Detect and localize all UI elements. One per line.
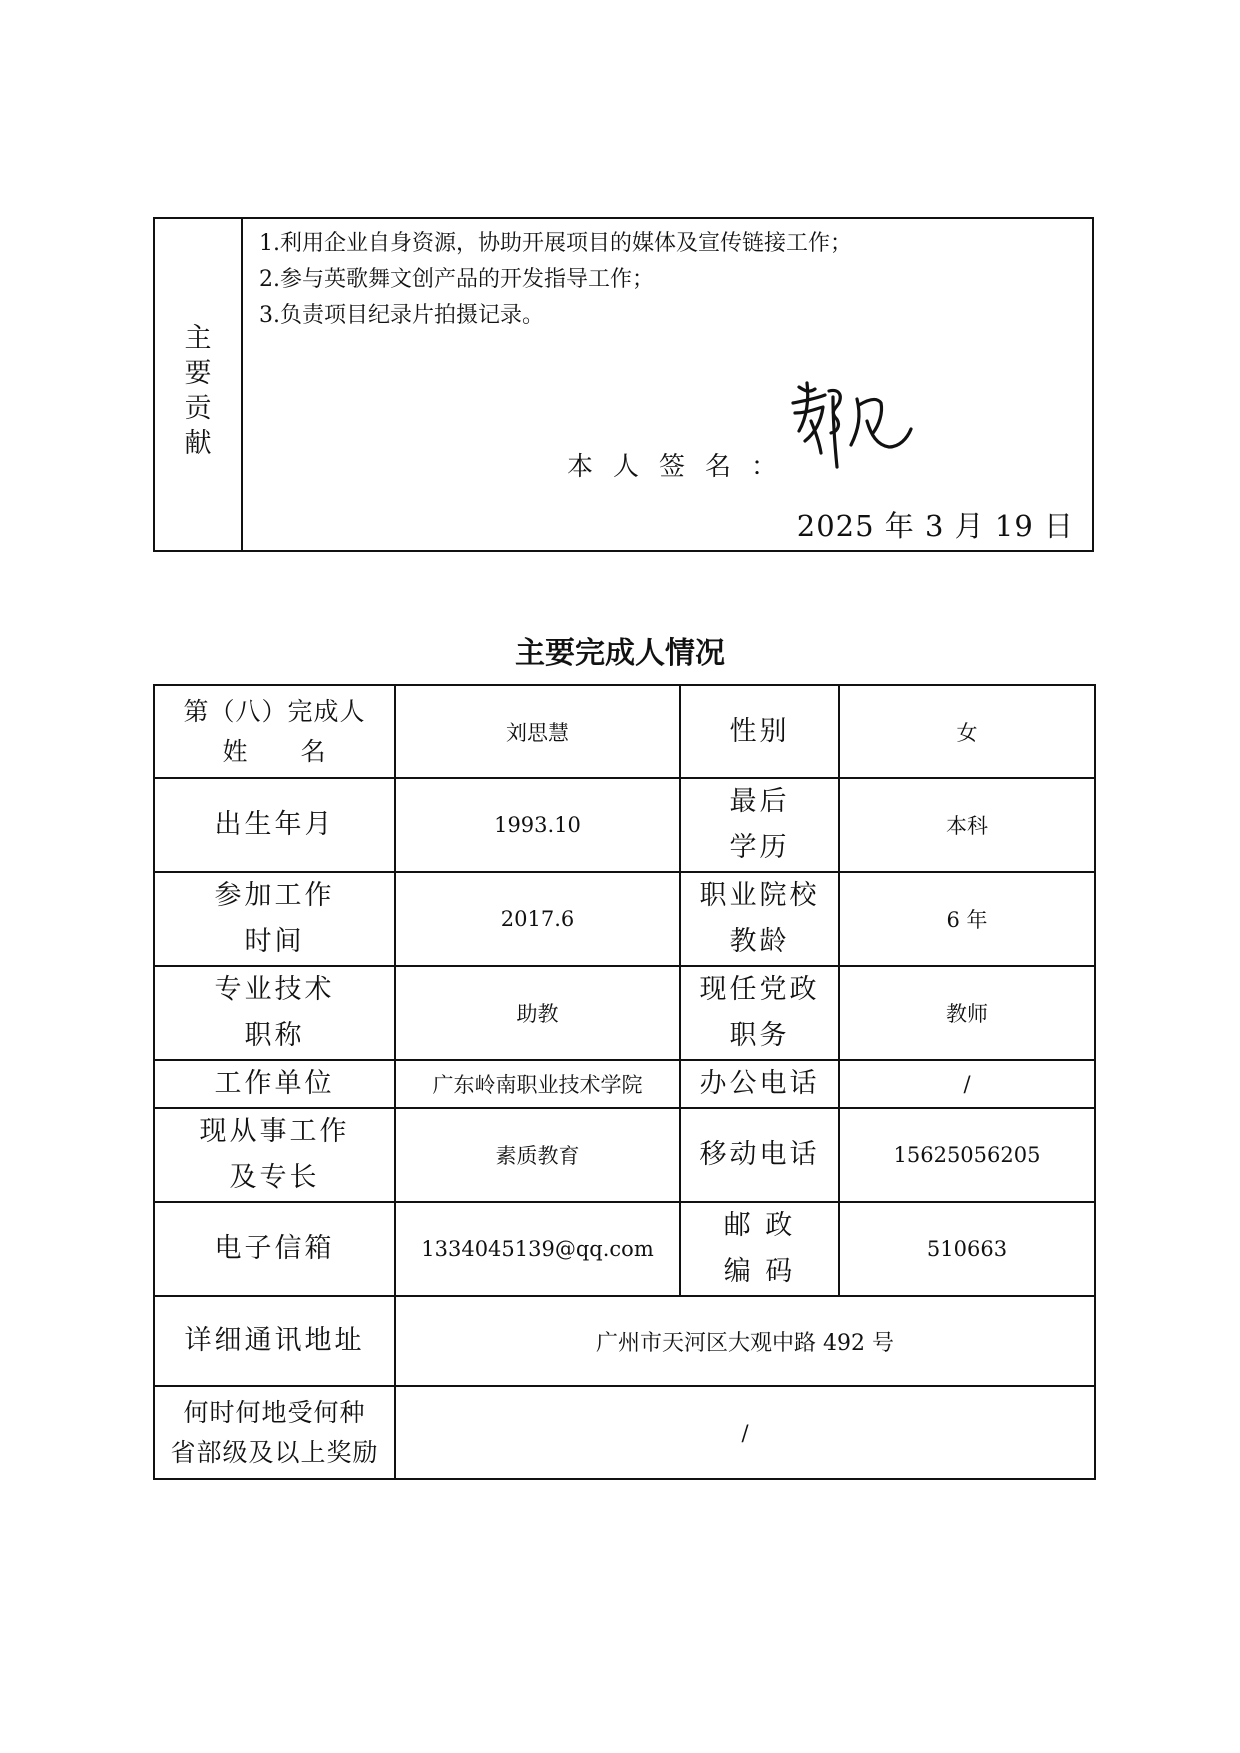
gender-value: 女: [839, 685, 1095, 778]
contribution-label: [155, 219, 243, 550]
name-value: 刘思慧: [395, 685, 680, 778]
table-row: [154, 872, 1095, 966]
gender-label: 性别: [680, 685, 839, 778]
mobile-label: 移动电话: [680, 1108, 839, 1202]
pro-title-label-line2: 职称: [244, 1020, 305, 1051]
contribution-list: [259, 226, 852, 334]
position-label: [680, 966, 839, 1060]
education-label-line1: 最后: [729, 786, 790, 817]
table-row: [154, 1202, 1095, 1296]
signature-label: 本人签名：: [567, 452, 798, 482]
postcode-label-line1: 邮 政: [723, 1210, 796, 1241]
teaching-years-value: 6 年: [839, 872, 1095, 966]
position-value: 教师: [839, 966, 1095, 1060]
position-label-line1: 现任党政: [699, 974, 820, 1005]
work-start-label-line1: 参加工作: [214, 880, 335, 911]
work-start-label: [154, 872, 395, 966]
awards-label-line2: 省部级及以上奖励: [170, 1437, 379, 1467]
teaching-years-label-line2: 教龄: [729, 926, 790, 957]
education-label: [680, 778, 839, 872]
birth-value: 1993.10: [395, 778, 680, 872]
completer-info-table: [153, 684, 1096, 1480]
unit-value: 广东岭南职业技术学院: [395, 1060, 680, 1108]
teaching-years-label: [680, 872, 839, 966]
postcode-value: 510663: [839, 1202, 1095, 1296]
education-label-line2: 学历: [729, 832, 790, 863]
section-title: 主要完成人情况: [515, 636, 725, 671]
contribution-box: [153, 217, 1094, 552]
table-row: [154, 966, 1095, 1060]
postcode-label-line2: 编 码: [723, 1256, 796, 1287]
pro-title-value: 助教: [395, 966, 680, 1060]
specialty-label-line1: 现从事工作: [199, 1116, 350, 1147]
address-label: 详细通讯地址: [154, 1296, 395, 1386]
work-start-label-line2: 时间: [244, 926, 305, 957]
office-phone-label: 办公电话: [680, 1060, 839, 1108]
table-row: [154, 1060, 1095, 1108]
label-char: 贡: [184, 392, 212, 424]
table-row: [154, 1296, 1095, 1386]
unit-label: 工作单位: [154, 1060, 395, 1108]
name-label-line1: 第（八）完成人: [183, 696, 366, 726]
signature-date: 2025 年 3 月 19 日: [796, 509, 1074, 543]
mobile-value: 15625056205: [839, 1108, 1095, 1202]
awards-label: [154, 1386, 395, 1479]
pro-title-label: [154, 966, 395, 1060]
table-row: [154, 1108, 1095, 1202]
specialty-label: [154, 1108, 395, 1202]
name-label-line2: 姓 名: [222, 736, 327, 766]
contribution-item: 3.负责项目纪录片拍摄记录。: [259, 303, 544, 328]
pro-title-label-line1: 专业技术: [214, 974, 335, 1005]
awards-label-line1: 何时何地受何种: [183, 1397, 366, 1427]
table-row: [154, 1386, 1095, 1479]
specialty-value: 素质教育: [395, 1108, 680, 1202]
contribution-item: 2.参与英歌舞文创产品的开发指导工作；: [259, 267, 654, 292]
label-char: 主: [184, 322, 212, 354]
contribution-item: 1.利用企业自身资源，协助开展项目的媒体及宣传链接工作；: [259, 231, 852, 256]
office-phone-value: /: [839, 1060, 1095, 1108]
contribution-body: [243, 219, 1092, 550]
education-value: 本科: [839, 778, 1095, 872]
table-row: [154, 685, 1095, 778]
label-char: 献: [184, 427, 212, 459]
email-value: 1334045139@qq.com: [395, 1202, 680, 1296]
address-value: 广州市天河区大观中路 492 号: [395, 1296, 1095, 1386]
position-label-line2: 职务: [729, 1020, 790, 1051]
teaching-years-label-line1: 职业院校: [699, 880, 820, 911]
specialty-label-line2: 及专长: [229, 1162, 320, 1193]
handwritten-signature: [785, 369, 925, 479]
table-row: [154, 778, 1095, 872]
name-label-cell: [154, 685, 395, 778]
awards-value: /: [395, 1386, 1095, 1479]
birth-label: 出生年月: [154, 778, 395, 872]
postcode-label: [680, 1202, 839, 1296]
work-start-value: 2017.6: [395, 872, 680, 966]
label-char: 要: [184, 357, 212, 389]
email-label: 电子信箱: [154, 1202, 395, 1296]
